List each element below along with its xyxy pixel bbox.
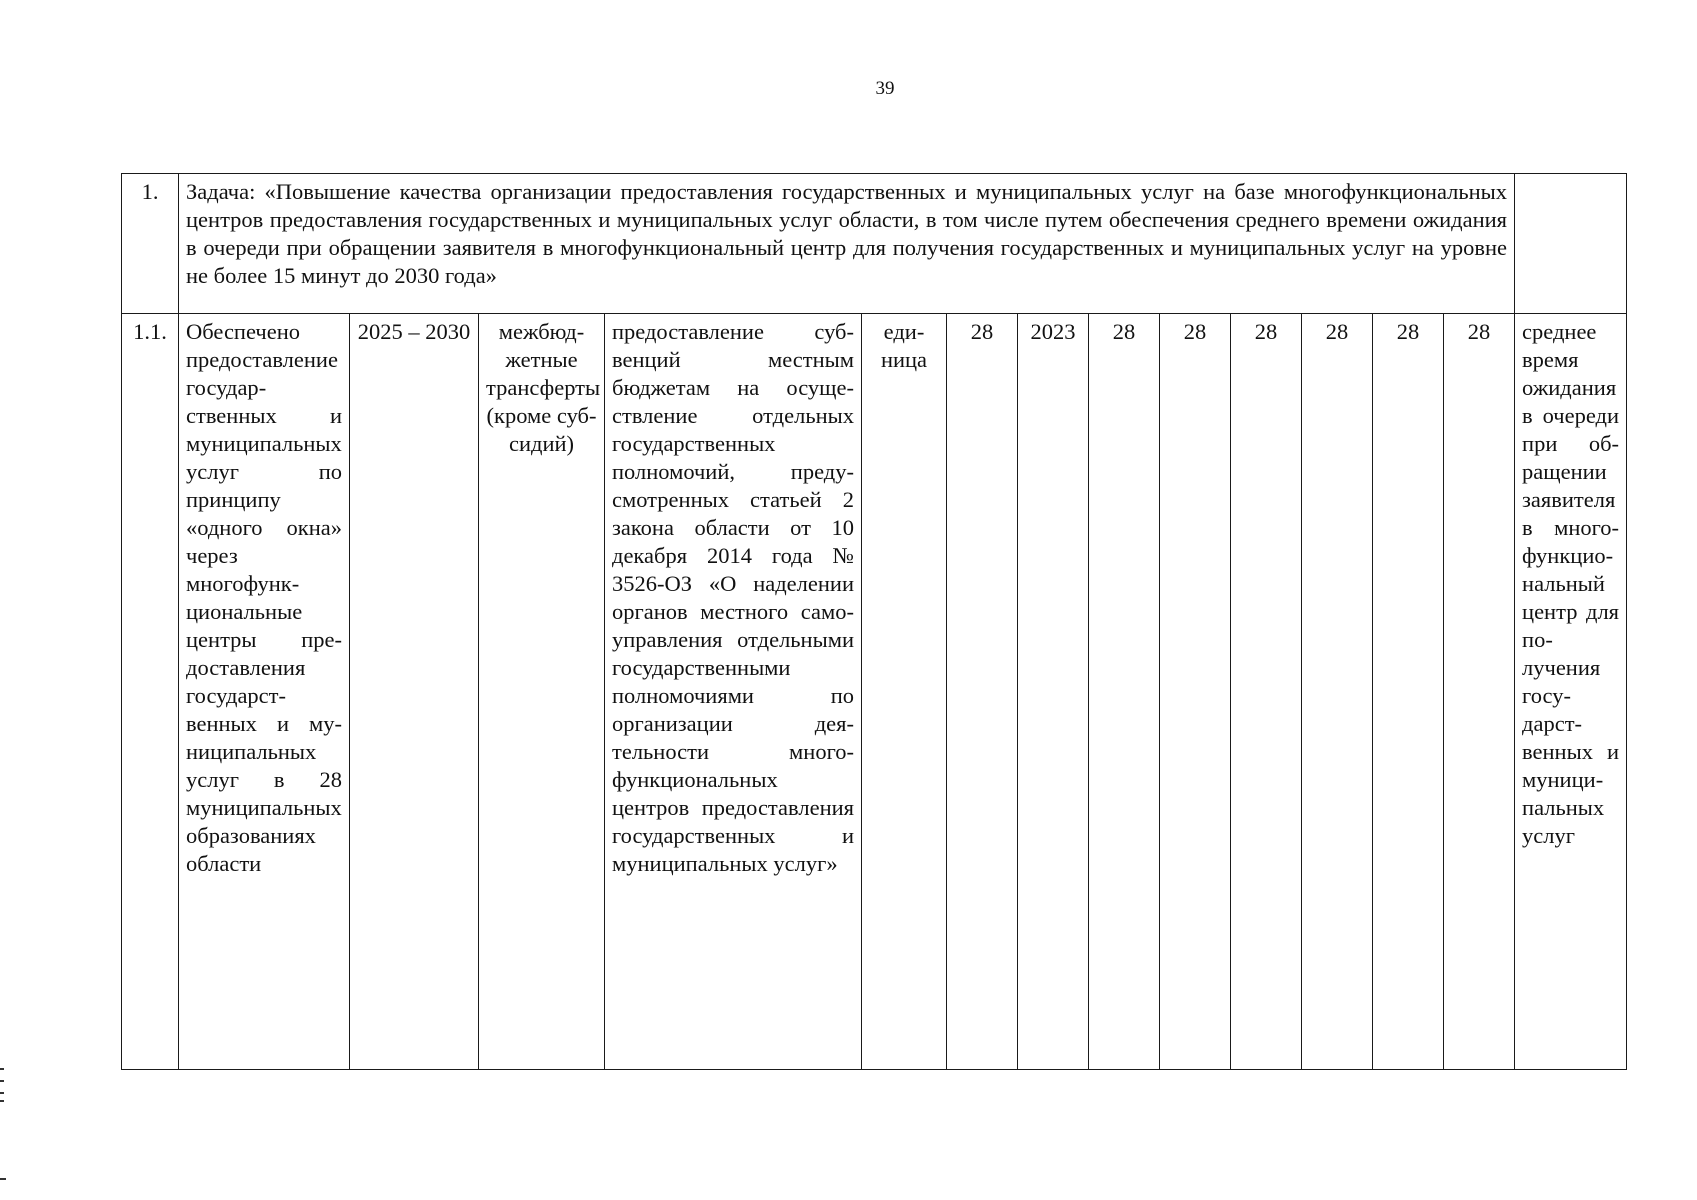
page-number: 39 [875,78,895,99]
item-row [122,314,1627,1070]
item-indicator: среднее время ожидания в очереди при обращении заявителя в многофункциональный центр для получения государственных и муниципальных услуг [1515,314,1627,1070]
measures-table [121,173,1627,1070]
task-empty-cell [1515,174,1627,314]
scan-edge-mark [0,1100,4,1102]
item-value: 28 [1231,314,1302,1070]
item-period: 2025 – 2030 [350,314,479,1070]
item-value: 28 [1089,314,1160,1070]
scan-edge-mark [0,1092,4,1094]
scan-edge-mark [0,1080,4,1082]
task-description: Задача: «Повышение качества организации предоставления государственных и муниципальных услуг на базе многофункциональных центров предоставления государственных и муниципальных услуг области, в том числе путем обеспечения среднего времени ожидания в очереди при обращении заявителя в многофункциональный центр для получения государственных и муниципальных услуг на уровне не более 15 минут до 2030 года» [179,174,1515,314]
task-row [122,174,1627,314]
item-base-year: 2023 [1018,314,1089,1070]
item-value: 28 [1160,314,1231,1070]
item-value: 28 [1302,314,1373,1070]
item-base-value: 28 [947,314,1018,1070]
scan-edge-mark [0,1178,6,1180]
item-result: Обеспечено предоставление государственных и муниципальных услуг по принципу «одного окна» через многофункциональные центры предоставления государственных и муниципальных услуг в 28 муниципальных образованиях области [179,314,350,1070]
scan-edge-mark [0,1068,4,1070]
item-value: 28 [1373,314,1444,1070]
item-value: 28 [1444,314,1515,1070]
item-description: предоставление субвенций местным бюджетам на осуществление отдельных государственных полномочий, предусмотренных статьей 2 закона области от 10 декабря 2014 года № 3526-ОЗ «О наделении органов местного самоуправления отдельными государственными полномочиями по организации деятельности многофункциональных центров предоставления государственных и муниципальных услуг» [605,314,862,1070]
item-unit: единица [862,314,947,1070]
item-number: 1.1. [122,314,179,1070]
task-number: 1. [122,174,179,314]
item-type: межбюджетные трансферты (кроме субсидий) [479,314,605,1070]
